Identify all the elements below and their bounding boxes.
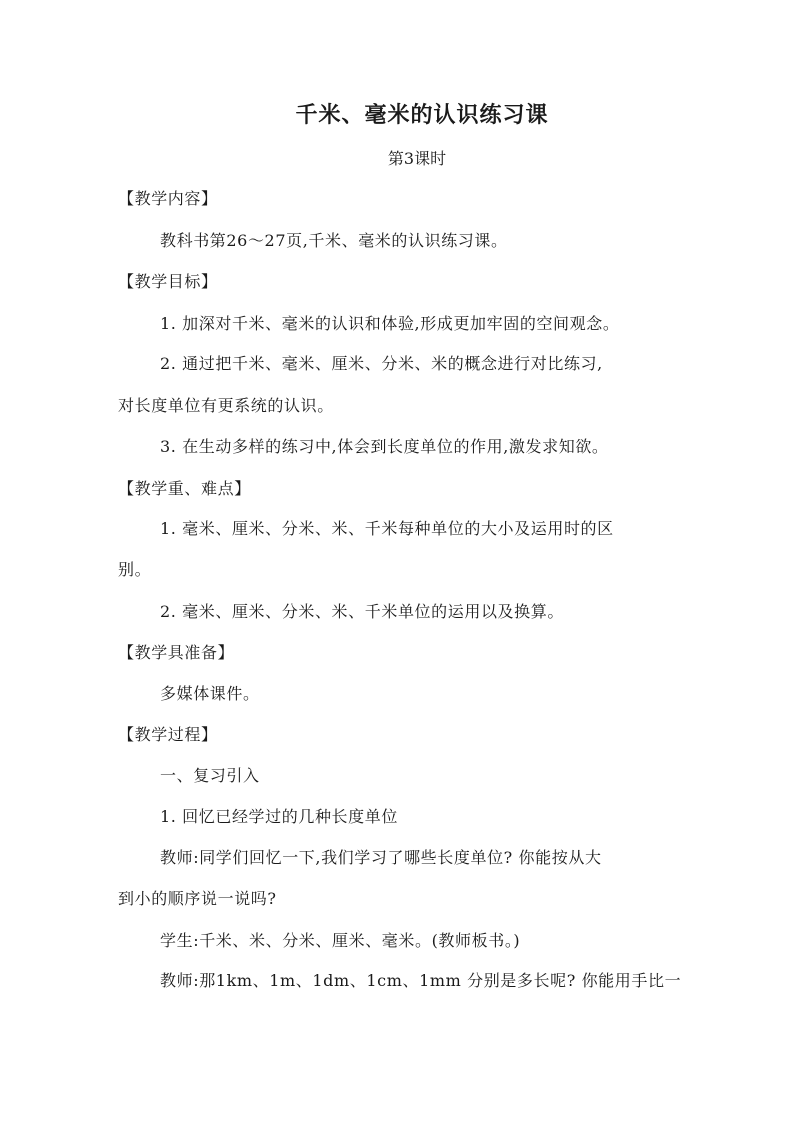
paragraph: 对长度单位有更系统的认识。 (118, 396, 334, 415)
paragraph: 教师:同学们回忆一下,我们学习了哪些长度单位? 你能按从大 (160, 848, 602, 867)
section-heading-process: 【教学过程】 (118, 725, 218, 744)
page-subtitle: 第3课时 (387, 149, 447, 168)
paragraph: 1. 毫米、厘米、分米、米、千米每种单位的大小及运用时的区 (160, 519, 614, 538)
page-title: 千米、毫米的认识练习课 (295, 103, 549, 128)
paragraph: 1. 加深对千米、毫米的认识和体验,形成更加牢固的空间观念。 (160, 314, 620, 333)
section-heading-preparation: 【教学具准备】 (118, 643, 235, 662)
paragraph: 1. 回忆已经学过的几种长度单位 (160, 807, 398, 826)
paragraph: 2. 毫米、厘米、分米、米、千米单位的运用以及换算。 (160, 602, 564, 621)
section-heading-goals: 【教学目标】 (118, 272, 218, 291)
paragraph: 多媒体课件。 (160, 684, 260, 703)
paragraph: 教师:那1km、1m、1dm、1cm、1mm 分别是多长呢? 你能用手比一 (160, 971, 682, 990)
paragraph: 到小的顺序说一说吗? (118, 889, 277, 908)
section-heading-content: 【教学内容】 (118, 189, 218, 208)
paragraph: 3. 在生动多样的练习中,体会到长度单位的作用,激发求知欲。 (160, 437, 609, 456)
section-heading-key-points: 【教学重、难点】 (118, 479, 251, 498)
paragraph: 教科书第26～27页,千米、毫米的认识练习课。 (160, 231, 508, 250)
paragraph: 学生:千米、米、分米、厘米、毫米。(教师板书。) (160, 931, 521, 950)
paragraph: 别。 (118, 560, 152, 579)
paragraph: 2. 通过把千米、毫米、厘米、分米、米的概念进行对比练习, (160, 354, 603, 373)
paragraph: 一、复习引入 (160, 766, 260, 785)
